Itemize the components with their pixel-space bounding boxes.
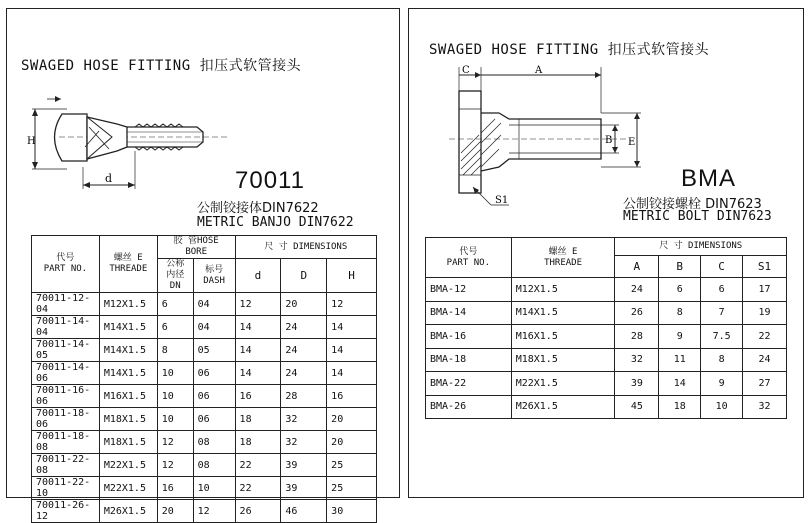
table-cell: 18 (235, 408, 281, 431)
header-thread: 螺丝 E THREADE (99, 236, 157, 293)
table-cell: 70011-14-04 (32, 316, 100, 339)
table-cell: 04 (193, 293, 235, 316)
header-H: H (327, 259, 377, 293)
header-part: 代号 PART NO. (32, 236, 100, 293)
table-cell: 70011-22-08 (32, 454, 100, 477)
table-cell: M18X1.5 (99, 431, 157, 454)
table-cell: M22X1.5 (99, 454, 157, 477)
table-cell: BMA-12 (426, 278, 512, 302)
table-cell: 7.5 (701, 325, 743, 349)
table-cell: 12 (235, 293, 281, 316)
table-cell: 25 (327, 454, 377, 477)
dim-A: A (535, 65, 543, 76)
table-row (32, 362, 377, 385)
table-cell: 04 (193, 316, 235, 339)
header-B: B (659, 256, 701, 278)
table-cell: BMA-14 (426, 301, 512, 325)
header-dimensions: 尺 寸 DIMENSIONS (235, 236, 376, 259)
banjo-drawing (27, 89, 227, 199)
table-cell: 30 (327, 500, 377, 523)
header-hose-bore: 胶 管HOSE BORE (157, 236, 235, 259)
table-row (32, 293, 377, 316)
table-cell: 14 (235, 339, 281, 362)
table-cell: 06 (193, 408, 235, 431)
table-cell: 32 (281, 431, 327, 454)
table-cell: 08 (193, 454, 235, 477)
dim-S1: S1 (495, 195, 509, 206)
table-cell: 20 (327, 431, 377, 454)
right-subtitle-cn: 公制铰接螺栓 DIN7623 (623, 197, 762, 212)
table-cell: M14X1.5 (99, 339, 157, 362)
table-cell: 12 (157, 454, 193, 477)
header-C: C (701, 256, 743, 278)
table-cell: 16 (327, 385, 377, 408)
table-row (426, 395, 787, 419)
right-subtitle-en: METRIC BOLT DIN7623 (623, 209, 772, 224)
table-cell: 39 (281, 477, 327, 500)
table-cell: M26X1.5 (99, 500, 157, 523)
table-cell: 12 (193, 500, 235, 523)
table-cell: 6 (157, 316, 193, 339)
table-cell: 16 (235, 385, 281, 408)
table-cell: 32 (743, 395, 787, 419)
table-cell: BMA-16 (426, 325, 512, 349)
table-cell: 10 (157, 362, 193, 385)
table-cell: 24 (281, 339, 327, 362)
table-cell: M22X1.5 (99, 477, 157, 500)
right-title: SWAGED HOSE FITTING 扣压式软管接头 (429, 42, 710, 58)
table-cell: 17 (743, 278, 787, 302)
table-cell: 6 (701, 278, 743, 302)
table-cell: 32 (281, 408, 327, 431)
banjo-panel (6, 8, 400, 522)
table-row (426, 301, 787, 325)
table-cell: 20 (157, 500, 193, 523)
table-cell: M26X1.5 (511, 395, 615, 419)
table-row (32, 408, 377, 431)
dim-H: H (27, 136, 36, 147)
table-cell: M18X1.5 (511, 348, 615, 372)
table-row (32, 339, 377, 362)
table-cell: 28 (615, 325, 659, 349)
left-title: SWAGED HOSE FITTING 扣压式软管接头 (21, 58, 302, 74)
table-cell: 06 (193, 385, 235, 408)
table-cell: 14 (235, 362, 281, 385)
table-cell: 14 (327, 339, 377, 362)
table-cell: 24 (281, 316, 327, 339)
header-d: d (235, 259, 281, 293)
table-cell: 19 (743, 301, 787, 325)
table-cell: 9 (701, 372, 743, 396)
table-cell: 12 (327, 293, 377, 316)
table-cell: 10 (701, 395, 743, 419)
table-cell: 9 (659, 325, 701, 349)
table-cell: 10 (193, 477, 235, 500)
table-cell: 8 (659, 301, 701, 325)
dim-C: C (462, 65, 470, 76)
table-cell: 27 (743, 372, 787, 396)
header-dimensions: 尺 寸 DIMENSIONS (615, 238, 787, 256)
left-subtitle-en: METRIC BANJO DIN7622 (197, 215, 354, 230)
table-cell: 6 (157, 293, 193, 316)
table-cell: 39 (615, 372, 659, 396)
header-A: A (615, 256, 659, 278)
table-cell: 70011-14-06 (32, 362, 100, 385)
table-cell: 18 (235, 431, 281, 454)
table-cell: BMA-18 (426, 348, 512, 372)
table-cell: 11 (659, 348, 701, 372)
table-cell: 18 (659, 395, 701, 419)
table-cell: 08 (193, 431, 235, 454)
left-subtitle-cn: 公制铰接体DIN7622 (197, 201, 319, 216)
table-row (32, 431, 377, 454)
dim-B: B (605, 135, 613, 146)
header-D: D (281, 259, 327, 293)
table-cell: M14X1.5 (99, 316, 157, 339)
table-cell: M18X1.5 (99, 408, 157, 431)
table-cell: M12X1.5 (511, 278, 615, 302)
table-cell: 14 (327, 316, 377, 339)
table-cell: 16 (157, 477, 193, 500)
table-cell: 20 (281, 293, 327, 316)
table-cell: 14 (659, 372, 701, 396)
table-row (426, 278, 787, 302)
table-cell: 22 (235, 454, 281, 477)
table-row (32, 454, 377, 477)
table-cell: 70011-18-08 (32, 431, 100, 454)
table-cell: M22X1.5 (511, 372, 615, 396)
table-cell: 14 (327, 362, 377, 385)
table-cell: 7 (701, 301, 743, 325)
header-S1: S1 (743, 256, 787, 278)
right-model-code: BMA (681, 165, 737, 192)
header-dash: 标号 DASH (193, 259, 235, 293)
table-cell: 32 (615, 348, 659, 372)
table-cell: 06 (193, 362, 235, 385)
bolt-spec-table (425, 237, 787, 419)
table-cell: 10 (157, 385, 193, 408)
table-cell: 70011-18-06 (32, 408, 100, 431)
table-cell: 70011-16-06 (32, 385, 100, 408)
dim-E: E (628, 137, 636, 148)
table-cell: 14 (235, 316, 281, 339)
table-cell: 45 (615, 395, 659, 419)
table-cell: M16X1.5 (511, 325, 615, 349)
table-cell: 46 (281, 500, 327, 523)
table-cell: 70011-14-05 (32, 339, 100, 362)
header-part: 代号 PART NO. (426, 238, 512, 278)
table-cell: 6 (659, 278, 701, 302)
table-cell: BMA-22 (426, 372, 512, 396)
table-row (32, 477, 377, 500)
table-cell: 26 (235, 500, 281, 523)
table-cell: 05 (193, 339, 235, 362)
table-cell: 25 (327, 477, 377, 500)
table-cell: 24 (615, 278, 659, 302)
table-cell: 70011-26-12 (32, 500, 100, 523)
table-cell: 70011-22-10 (32, 477, 100, 500)
table-row (32, 316, 377, 339)
table-cell: 24 (281, 362, 327, 385)
bolt-panel (408, 8, 804, 498)
table-cell: BMA-26 (426, 395, 512, 419)
table-cell: 8 (701, 348, 743, 372)
table-cell: 24 (743, 348, 787, 372)
table-cell: M16X1.5 (99, 385, 157, 408)
table-row (426, 348, 787, 372)
table-row (426, 372, 787, 396)
table-cell: M14X1.5 (99, 362, 157, 385)
bolt-drawing (429, 63, 649, 213)
table-cell: M14X1.5 (511, 301, 615, 325)
table-row (32, 385, 377, 408)
table-cell: 22 (743, 325, 787, 349)
table-row (426, 325, 787, 349)
table-cell: 70011-12-04 (32, 293, 100, 316)
table-cell: 28 (281, 385, 327, 408)
table-cell: M12X1.5 (99, 293, 157, 316)
header-dn: 公称内径 DN (157, 259, 193, 293)
table-cell: 22 (235, 477, 281, 500)
table-row (32, 500, 377, 523)
table-cell: 12 (157, 431, 193, 454)
table-cell: 10 (157, 408, 193, 431)
table-cell: 20 (327, 408, 377, 431)
header-thread: 螺丝 E THREADE (511, 238, 615, 278)
table-cell: 8 (157, 339, 193, 362)
table-cell: 39 (281, 454, 327, 477)
left-model-code: 70011 (235, 167, 305, 194)
table-cell: 26 (615, 301, 659, 325)
dim-d: d (105, 172, 113, 185)
banjo-spec-table (31, 235, 377, 523)
